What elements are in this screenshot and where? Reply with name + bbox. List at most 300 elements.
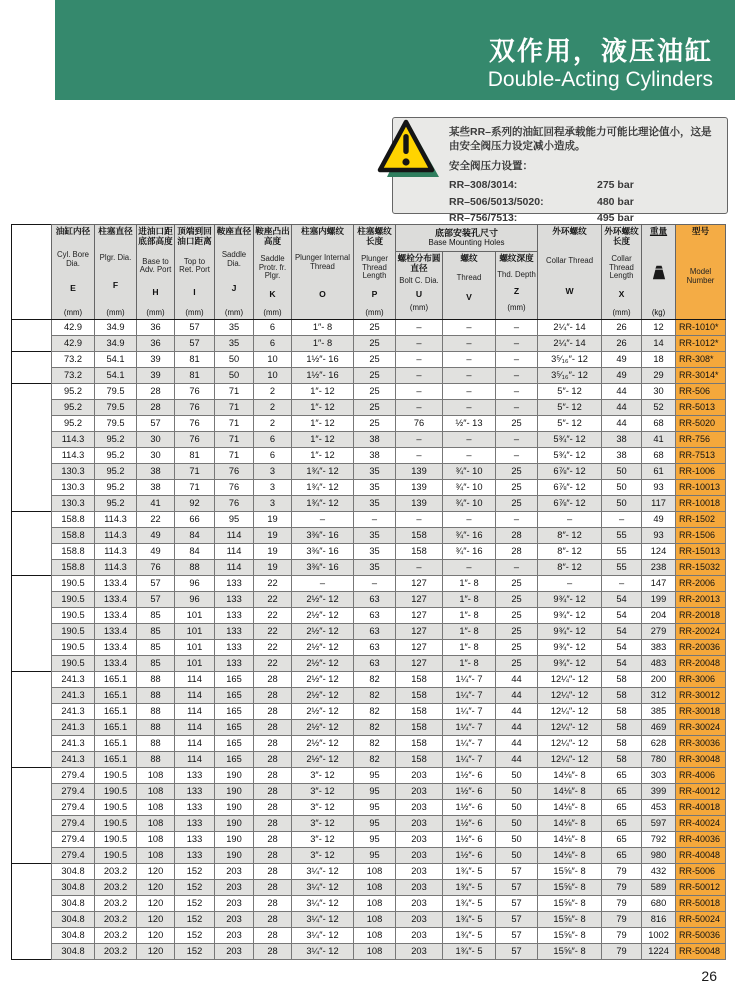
table-row — [12, 400, 726, 416]
spec-cell: 108 — [354, 944, 396, 960]
spec-cell: 158 — [396, 672, 443, 688]
group-en: Base Mounting Holes — [428, 237, 505, 247]
spec-cell: 66 — [175, 512, 215, 528]
spec-cell: 71 — [175, 480, 215, 496]
spec-cell: 2 — [254, 400, 292, 416]
spec-cell: 6⅞″- 12 — [538, 496, 602, 512]
spec-cell: 1¼″- 7 — [443, 736, 496, 752]
spec-cell: 158 — [396, 720, 443, 736]
spec-cell: 158.8 — [52, 560, 95, 576]
model-cell: RR-40048 — [676, 848, 726, 864]
spec-cell: 22 — [254, 592, 292, 608]
spec-cell: 28 — [137, 384, 175, 400]
spec-cell: 88 — [175, 560, 215, 576]
spec-cell: 38 — [354, 432, 396, 448]
spec-cell: 12¼″- 12 — [538, 688, 602, 704]
spec-cell: – — [443, 384, 496, 400]
spec-cell: 25 — [496, 608, 538, 624]
spec-cell: 42.9 — [52, 336, 95, 352]
spec-cell: 2 — [254, 384, 292, 400]
col-en: Thd. Depth — [497, 269, 536, 279]
spec-cell: 304.8 — [52, 944, 95, 960]
spec-cell: 9¾″- 12 — [538, 640, 602, 656]
col-code: W — [565, 286, 574, 297]
spec-cell: 203 — [396, 912, 443, 928]
spec-cell: 165.1 — [95, 688, 137, 704]
table-row — [12, 496, 726, 512]
spec-cell: 14⅛″- 8 — [538, 848, 602, 864]
spec-cell: 597 — [642, 816, 676, 832]
col-zh: 螺栓分布圆直径 — [397, 253, 441, 273]
table-row — [12, 816, 726, 832]
spec-cell: 203 — [396, 784, 443, 800]
spec-cell: 108 — [137, 784, 175, 800]
spec-cell: 203.2 — [95, 880, 137, 896]
spec-cell: 203.2 — [95, 928, 137, 944]
spec-cell: 35 — [354, 528, 396, 544]
spec-cell: 82 — [354, 672, 396, 688]
spec-cell: 1½″- 6 — [443, 816, 496, 832]
spec-cell: 35 — [354, 560, 396, 576]
spec-cell: 304.8 — [52, 928, 95, 944]
model-cell: RR-50012 — [676, 880, 726, 896]
col-unit: (mm) — [146, 308, 165, 317]
col-code: E — [70, 283, 76, 294]
spec-cell: 3⅜″- 16 — [292, 560, 354, 576]
spec-cell: 95 — [354, 816, 396, 832]
spec-cell: 238 — [642, 560, 676, 576]
spec-cell: 18 — [642, 352, 676, 368]
spec-cell: 58 — [602, 688, 642, 704]
table-row — [12, 800, 726, 816]
table-row — [12, 832, 726, 848]
spec-cell: 190.5 — [52, 576, 95, 592]
spec-cell: 139 — [396, 496, 443, 512]
spec-cell: 58 — [602, 752, 642, 768]
model-cell: RR-756 — [676, 432, 726, 448]
spec-table-body — [12, 320, 726, 960]
spec-cell: – — [496, 384, 538, 400]
spec-cell: 25 — [354, 400, 396, 416]
model-cell: RR-50036 — [676, 928, 726, 944]
spec-cell: 241.3 — [52, 704, 95, 720]
spec-cell: 79.5 — [95, 400, 137, 416]
col-en: Top to Ret. Port — [179, 256, 210, 275]
col-zh: 柱塞直径 — [98, 226, 133, 236]
spec-cell: 6⅞″- 12 — [538, 464, 602, 480]
spec-cell: 14 — [642, 336, 676, 352]
spec-cell: 152 — [175, 896, 215, 912]
spec-cell: ¾″- 16 — [443, 528, 496, 544]
spec-cell: 203.2 — [95, 912, 137, 928]
spec-cell: 95 — [215, 512, 254, 528]
spec-cell: – — [443, 368, 496, 384]
spec-cell: 88 — [137, 704, 175, 720]
spec-cell: 38 — [354, 448, 396, 464]
spec-cell: 304.8 — [52, 864, 95, 880]
spec-cell: 50 — [602, 496, 642, 512]
col-header-weight — [642, 225, 676, 320]
spec-cell: 25 — [496, 480, 538, 496]
col-unit: (mm) — [63, 307, 83, 317]
spec-cell: 25 — [354, 336, 396, 352]
margin-cell — [12, 864, 52, 880]
table-row — [12, 544, 726, 560]
spec-cell: 203.2 — [95, 896, 137, 912]
spec-cell: 165 — [215, 704, 254, 720]
margin-cell — [12, 816, 52, 832]
spec-cell: 36 — [137, 320, 175, 336]
spec-cell: 44 — [496, 672, 538, 688]
table-row — [12, 688, 726, 704]
col-unit: (mm) — [106, 307, 125, 317]
model-cell: RR-5006 — [676, 864, 726, 880]
spec-cell: 158 — [396, 752, 443, 768]
spec-cell: 133 — [175, 768, 215, 784]
col-zh: 螺纹 — [460, 253, 478, 263]
model-cell: RR-1506 — [676, 528, 726, 544]
spec-cell: 22 — [254, 608, 292, 624]
spec-cell: 130.3 — [52, 480, 95, 496]
spec-cell: 84 — [175, 528, 215, 544]
table-row — [12, 752, 726, 768]
spec-cell: 15⅝″- 8 — [538, 864, 602, 880]
spec-cell: 1″- 12 — [292, 400, 354, 416]
spec-cell: 133.4 — [95, 656, 137, 672]
spec-cell: 5¾″- 12 — [538, 432, 602, 448]
spec-cell: 1″- 12 — [292, 448, 354, 464]
spec-cell: 1¼″- 7 — [443, 752, 496, 768]
group-zh: 底部安装孔尺寸 — [435, 227, 499, 238]
table-row — [12, 672, 726, 688]
spec-cell: 36 — [137, 336, 175, 352]
model-cell: RR-10013 — [676, 480, 726, 496]
spec-cell: 28 — [254, 752, 292, 768]
spec-cell: 76 — [215, 480, 254, 496]
spec-cell: 85 — [137, 640, 175, 656]
col-unit: (mm) — [365, 308, 384, 317]
model-cell: RR-7513 — [676, 448, 726, 464]
model-cell: RR-308* — [676, 352, 726, 368]
col-code: Z — [513, 286, 520, 297]
spec-cell: 68 — [642, 448, 676, 464]
spec-cell: 19 — [254, 544, 292, 560]
spec-cell: 2¼″- 14 — [538, 320, 602, 336]
pressure-setting-value: 480 bar — [597, 195, 634, 208]
spec-cell: 57 — [496, 928, 538, 944]
spec-cell: 34.9 — [95, 336, 137, 352]
spec-cell: – — [496, 400, 538, 416]
spec-cell: 12¼″- 12 — [538, 704, 602, 720]
spec-cell: 190.5 — [52, 592, 95, 608]
spec-cell: 190.5 — [52, 656, 95, 672]
model-cell: RR-30036 — [676, 736, 726, 752]
spec-cell: 92 — [175, 496, 215, 512]
spec-cell: 385 — [642, 704, 676, 720]
spec-cell: 190.5 — [95, 768, 137, 784]
spec-cell: 35 — [215, 336, 254, 352]
col-zh: 外环螺纹长度 — [604, 226, 639, 246]
spec-cell: 3⁵⁄₁₆″- 12 — [538, 368, 602, 384]
spec-cell: 1″- 8 — [443, 640, 496, 656]
pressure-setting-row — [449, 177, 719, 193]
spec-cell: 1224 — [642, 944, 676, 960]
spec-cell: 35 — [354, 544, 396, 560]
spec-cell: 9¾″- 12 — [538, 656, 602, 672]
spec-cell: 158.8 — [52, 512, 95, 528]
spec-cell: 76 — [175, 400, 215, 416]
spec-cell: 2½″- 12 — [292, 640, 354, 656]
spec-cell: 114 — [175, 752, 215, 768]
spec-cell: 5¾″- 12 — [538, 448, 602, 464]
spec-cell: 12¼″- 12 — [538, 672, 602, 688]
spec-cell: 3 — [254, 464, 292, 480]
spec-cell: 1½″- 6 — [443, 832, 496, 848]
spec-cell: 816 — [642, 912, 676, 928]
spec-cell: 1½″- 16 — [292, 352, 354, 368]
col-header-i — [175, 225, 215, 320]
spec-cell: 190.5 — [95, 800, 137, 816]
page-number: 26 — [701, 968, 717, 984]
spec-cell: 95 — [354, 848, 396, 864]
spec-cell: 108 — [137, 768, 175, 784]
col-header-z — [496, 252, 538, 320]
spec-cell: 8″- 12 — [538, 560, 602, 576]
spec-cell: – — [396, 384, 443, 400]
spec-cell: 6 — [254, 320, 292, 336]
spec-cell: 152 — [175, 912, 215, 928]
spec-cell: 114.3 — [95, 528, 137, 544]
spec-cell: 28 — [496, 528, 538, 544]
spec-cell: 3″- 12 — [292, 800, 354, 816]
spec-cell: 55 — [602, 528, 642, 544]
spec-cell: – — [396, 448, 443, 464]
spec-cell: 203 — [396, 800, 443, 816]
spec-cell: 158 — [396, 736, 443, 752]
margin-cell — [12, 432, 52, 448]
spec-cell: 96 — [175, 576, 215, 592]
table-row — [12, 592, 726, 608]
spec-cell: 2 — [254, 416, 292, 432]
spec-cell: – — [354, 576, 396, 592]
spec-cell: – — [396, 352, 443, 368]
spec-cell: 469 — [642, 720, 676, 736]
spec-cell: 139 — [396, 464, 443, 480]
spec-cell: 35 — [354, 480, 396, 496]
col-header-h — [137, 225, 175, 320]
spec-cell: 1″- 8 — [443, 576, 496, 592]
spec-cell: 165.1 — [95, 672, 137, 688]
spec-cell: 5″- 12 — [538, 384, 602, 400]
model-cell: RR-50048 — [676, 944, 726, 960]
spec-cell: 203.2 — [95, 944, 137, 960]
spec-cell: 130.3 — [52, 464, 95, 480]
spec-cell: 203 — [396, 816, 443, 832]
col-en: Cyl. Bore Dia. — [56, 250, 90, 268]
spec-cell: 1¼″- 7 — [443, 672, 496, 688]
spec-cell: 2½″- 12 — [292, 688, 354, 704]
spec-cell: 1¾″- 12 — [292, 464, 354, 480]
spec-cell: 65 — [602, 784, 642, 800]
spec-cell: 383 — [642, 640, 676, 656]
spec-cell: 3¼″- 12 — [292, 880, 354, 896]
spec-cell: 28 — [254, 800, 292, 816]
spec-cell: 95.2 — [95, 432, 137, 448]
spec-cell: 57 — [496, 944, 538, 960]
spec-cell: 82 — [354, 704, 396, 720]
spec-cell: 38 — [602, 432, 642, 448]
margin-cell — [12, 448, 52, 464]
model-cell: RR-40024 — [676, 816, 726, 832]
spec-cell: 1¾″- 5 — [443, 928, 496, 944]
spec-cell: 133 — [215, 576, 254, 592]
spec-cell: 279.4 — [52, 784, 95, 800]
spec-cell: 25 — [496, 624, 538, 640]
spec-cell: 29 — [642, 368, 676, 384]
col-zh: 油缸内径 — [55, 226, 91, 236]
spec-cell: 65 — [602, 768, 642, 784]
table-row — [12, 384, 726, 400]
spec-cell: 589 — [642, 880, 676, 896]
spec-cell: 165 — [215, 672, 254, 688]
spec-cell: 63 — [354, 640, 396, 656]
spec-cell: 95 — [354, 800, 396, 816]
spec-cell: 304.8 — [52, 912, 95, 928]
col-header-e — [52, 225, 95, 320]
spec-cell: 158.8 — [52, 544, 95, 560]
spec-cell: 55 — [602, 560, 642, 576]
spec-cell: – — [538, 576, 602, 592]
spec-cell: 49 — [602, 352, 642, 368]
spec-cell: 114.3 — [95, 544, 137, 560]
spec-cell: 58 — [602, 736, 642, 752]
spec-cell: 82 — [354, 736, 396, 752]
weight-icon — [650, 265, 668, 280]
spec-cell: 133 — [215, 608, 254, 624]
spec-cell: ¾″- 10 — [443, 496, 496, 512]
spec-cell: – — [292, 512, 354, 528]
spec-cell: 44 — [496, 736, 538, 752]
col-zh: 柱塞内螺纹 — [301, 226, 344, 236]
table-row — [12, 512, 726, 528]
spec-cell: 76 — [215, 464, 254, 480]
table-row — [12, 704, 726, 720]
spec-cell: 57 — [175, 320, 215, 336]
spec-cell: 76 — [396, 416, 443, 432]
spec-cell: 79 — [602, 928, 642, 944]
model-cell: RR-20036 — [676, 640, 726, 656]
model-cell: RR-30024 — [676, 720, 726, 736]
col-zh: 型号 — [691, 226, 710, 236]
spec-cell: 165 — [215, 736, 254, 752]
spec-cell: 152 — [175, 864, 215, 880]
model-cell: RR-20024 — [676, 624, 726, 640]
spec-cell: 980 — [642, 848, 676, 864]
spec-cell: 38 — [602, 448, 642, 464]
col-zh: 重量 — [649, 226, 668, 236]
spec-cell: 108 — [354, 880, 396, 896]
spec-cell: 8″- 12 — [538, 544, 602, 560]
spec-cell: 120 — [137, 896, 175, 912]
model-cell: RR-5013 — [676, 400, 726, 416]
col-code: U — [415, 289, 423, 300]
spec-cell: 203 — [396, 896, 443, 912]
spec-cell: 38 — [137, 464, 175, 480]
spec-cell: 139 — [396, 480, 443, 496]
spec-cell: 190 — [215, 768, 254, 784]
spec-cell: 88 — [137, 672, 175, 688]
spec-cell: 2½″- 12 — [292, 720, 354, 736]
page-title-en: Double-Acting Cylinders — [487, 67, 713, 91]
table-row — [12, 352, 726, 368]
spec-cell: 127 — [396, 608, 443, 624]
spec-cell: 5″- 12 — [538, 400, 602, 416]
spec-cell: 25 — [354, 384, 396, 400]
spec-cell: 49 — [602, 368, 642, 384]
spec-cell: 57 — [496, 912, 538, 928]
col-code: F — [112, 280, 119, 291]
spec-cell: – — [602, 512, 642, 528]
spec-cell: 55 — [602, 544, 642, 560]
col-zh: 进油口距底部高度 — [138, 226, 173, 246]
spec-cell: 50 — [496, 768, 538, 784]
spec-cell: 108 — [354, 896, 396, 912]
spec-cell: 49 — [642, 512, 676, 528]
spec-cell: 28 — [254, 720, 292, 736]
spec-cell: 38 — [137, 480, 175, 496]
spec-cell: – — [443, 560, 496, 576]
spec-cell: 6 — [254, 336, 292, 352]
spec-cell: – — [496, 560, 538, 576]
table-row — [12, 608, 726, 624]
margin-column-header — [12, 225, 52, 320]
col-header-x — [602, 225, 642, 320]
warning-text: 某些RR–系列的油缸回程承载能力可能比理论值小，这是由安全阀压力设定减小造成。 — [449, 126, 712, 153]
margin-cell — [12, 688, 52, 704]
spec-cell: 1½″- 6 — [443, 768, 496, 784]
spec-cell: 203 — [215, 864, 254, 880]
spec-cell: 3″- 12 — [292, 816, 354, 832]
spec-cell: 108 — [137, 832, 175, 848]
spec-cell: 1¾″- 5 — [443, 912, 496, 928]
spec-cell: 204 — [642, 608, 676, 624]
spec-cell: 133 — [215, 624, 254, 640]
model-cell: RR-4006 — [676, 768, 726, 784]
spec-cell: 34.9 — [95, 320, 137, 336]
spec-cell: 203.2 — [95, 864, 137, 880]
model-cell: RR-15032 — [676, 560, 726, 576]
spec-cell: 35 — [215, 320, 254, 336]
spec-cell: 30 — [137, 432, 175, 448]
spec-cell: 25 — [496, 576, 538, 592]
col-unit: (kg) — [651, 308, 666, 317]
spec-cell: 108 — [137, 816, 175, 832]
model-cell: RR-30018 — [676, 704, 726, 720]
col-header-v — [443, 252, 496, 320]
spec-cell: 203 — [396, 848, 443, 864]
spec-cell: – — [396, 512, 443, 528]
model-cell: RR-40036 — [676, 832, 726, 848]
spec-cell: 241.3 — [52, 688, 95, 704]
spec-cell: – — [443, 320, 496, 336]
spec-cell: 6⅞″- 12 — [538, 480, 602, 496]
spec-cell: 2¼″- 14 — [538, 336, 602, 352]
spec-cell: 133 — [215, 640, 254, 656]
spec-cell: 10 — [254, 352, 292, 368]
spec-cell: 3¼″- 12 — [292, 912, 354, 928]
spec-cell: – — [496, 336, 538, 352]
margin-cell — [12, 336, 52, 352]
